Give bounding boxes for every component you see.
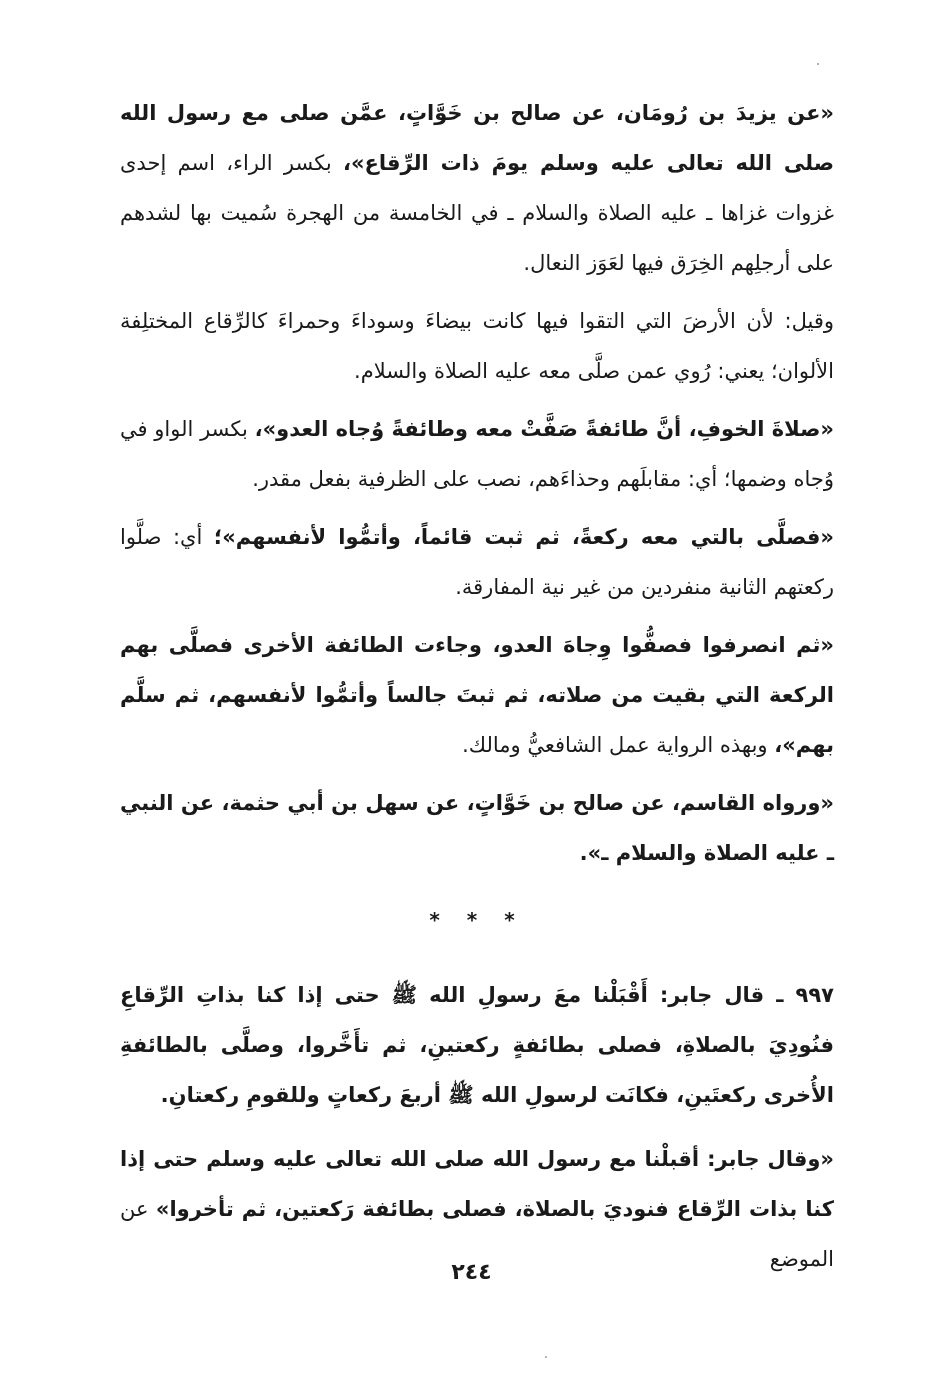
paragraph-4 [120,512,834,612]
quoted-text: «صلاةَ الخوفِ، أنَّ طائفةً صَفَّتْ معه وطائفةً وُجاه العدو»، [254,417,834,441]
page-body [120,88,834,1292]
commentary-text: وبهذه الرواية عمل الشافعيُّ ومالك. [462,733,775,757]
commentary-text: أي: صلَّوا ركعتهم الثانية منفردين من غير نية المفارقة. [120,525,834,599]
paragraph-6 [120,778,834,878]
quoted-text: «ورواه القاسم، عن صالح بن خَوَّاتٍ، عن سهل بن أبي حثمة، عن النبي ـ عليه الصلاة والسلام ـ». [120,791,834,865]
paragraph-1 [120,88,834,288]
quoted-text: «فصلَّى بالتي معه ركعةً، ثم ثبت قائماً، وأتمُّوا لأنفسهم»؛ [213,525,834,549]
scan-speck [545,1356,547,1358]
page-number: ٢٤٤ [451,1260,492,1285]
paragraph-3 [120,404,834,504]
commentary-text: عن الموضع [120,1197,834,1271]
scan-speck [817,63,819,65]
quoted-text: «ثم انصرفوا فصفُّوا وِجاهَ العدو، وجاءت الطائفة الأخرى فصلَّى بهم الركعة التي بقيت من صلاته، ثم ثبتَ جالساً وأتمُّوا لأنفسهم، ثم سلَّم بهم»، [120,633,834,757]
commentary-text: وقيل: لأن الأرضَ التي التقوا فيها كانت بيضاءَ وسوداءَ وحمراءَ كالرِّقاع المختلِفة الألوان؛ يعني: رُوي عمن صلَّى معه عليه الصلاة والسلام. [120,309,834,383]
hadith-text: ٩٩٧ ـ قال جابر: أَقْبَلْنا معَ رسولِ الله ﷺ حتى إذا كنا بذاتِ الرِّقاعِ فنُودِيَ بالصلاةِ، فصلى بطائفةٍ ركعتينِ، ثم تأَخَّروا، وصلَّى بالطائفةِ الأُخرى ركعتَينِ، فكانَت لرسولِ الله ﷺ أربعَ ركعاتٍ وللقومِ ركعتانِ. [120,983,834,1107]
quoted-text: «وقال جابر: أقبلْنا مع رسول الله صلى الله تعالى عليه وسلم حتى إذا كنا بذات الرِّقاع فنوديَ بالصلاة، فصلى بطائفة رَكعتين، ثم تأخروا» [120,1147,834,1221]
hadith-paragraph [120,970,834,1120]
paragraph-5 [120,620,834,770]
paragraph-2 [120,296,834,396]
section-divider: * * * [429,908,525,932]
commentary-text: بكسر الراء، اسم إحدى غزوات غزاها ـ عليه الصلاة والسلام ـ في الخامسة من الهجرة سُميت بها لشدهم على أرجلِهم الخِرَق فيها لعَوَز النعال. [120,151,834,275]
commentary-text: بكسر الواو في وُجاه وضمها؛ أي: مقابلَهم وحذاءَهم، نصب على الظرفية بفعل مقدر. [120,417,834,491]
quoted-text: «عن يزيدَ بن رُومَان، عن صالح بن خَوَّاتٍ، عمَّن صلى مع رسول الله صلى الله تعالى عليه وسلم يومَ ذات الرِّقاع»، [120,101,834,175]
